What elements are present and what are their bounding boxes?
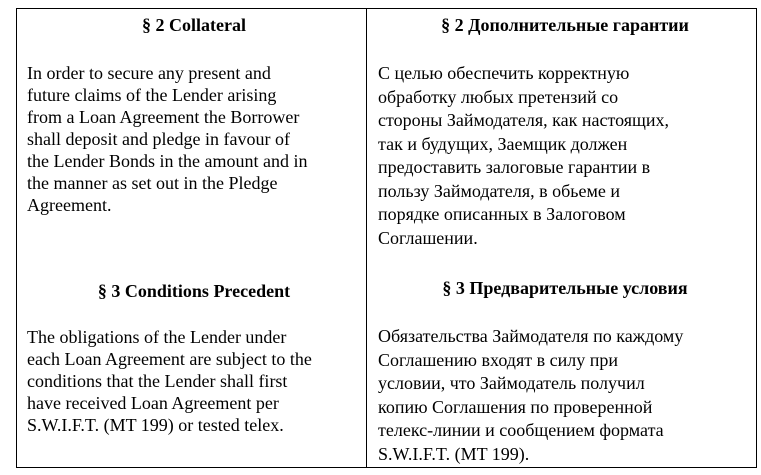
text-line: future claims of the Lender arising [27, 85, 277, 105]
text-line: Обязательства Займодателя по каждому [378, 326, 684, 346]
text-line: from a Loan Agreement the Borrower [27, 107, 300, 127]
text-line: Соглашении. [378, 227, 478, 248]
text-line: стороны Займодателя, как настоящих, [378, 110, 670, 130]
text-line: копию Соглашения по проверенной [378, 396, 653, 417]
left-section2-heading: § 2 Collateral [142, 15, 246, 35]
text-line: shall deposit and pledge in favour of [27, 129, 290, 149]
bilingual-contract-table [16, 8, 757, 468]
text-line: S.W.I.F.T. (MT 199). [378, 443, 530, 464]
text-line: телекс-линии и сообщением формата [378, 420, 664, 440]
right-section3-heading: § 3 Предварительные условия [442, 278, 688, 298]
text-line: порядке описанных в Залоговом [378, 204, 626, 224]
text-line: each Loan Agreement are subject to the [27, 349, 312, 369]
text-line: условии, что Займодатель получил [378, 373, 645, 393]
column-divider [366, 9, 367, 467]
text-line: предоставить залоговые гарантии в [378, 157, 651, 177]
text-line: The obligations of the Lender under [27, 327, 287, 347]
text-line: In order to secure any present and [27, 63, 271, 83]
text-line: С целью обеспечить корректную [378, 63, 630, 83]
right-section3-body [378, 325, 752, 466]
text-line: обработку любых претензий со [378, 86, 619, 107]
text-line: the Lender Bonds in the amount and in [27, 151, 308, 171]
left-section3-heading: § 3 Conditions Precedent [97, 281, 291, 301]
left-section2-body [27, 62, 361, 216]
text-line: have received Loan Agreement per [27, 393, 279, 413]
text-line: the manner as set out in the Pledge [27, 173, 278, 193]
text-line: conditions that the Lender shall first [27, 371, 288, 391]
left-section3-body [27, 326, 361, 436]
text-line: так и будущих, Заемщик должен [378, 133, 628, 154]
text-line: пользу Займодателя, в обьеме и [378, 180, 620, 201]
text-line: S.W.I.F.T. (MT 199) or tested telex. [27, 415, 284, 435]
right-section2-body [378, 62, 752, 250]
text-line: Соглашению входят в силу при [378, 349, 618, 370]
right-section2-heading: § 2 Дополнительные гарантии [441, 15, 689, 35]
text-line: Agreement. [27, 195, 112, 215]
